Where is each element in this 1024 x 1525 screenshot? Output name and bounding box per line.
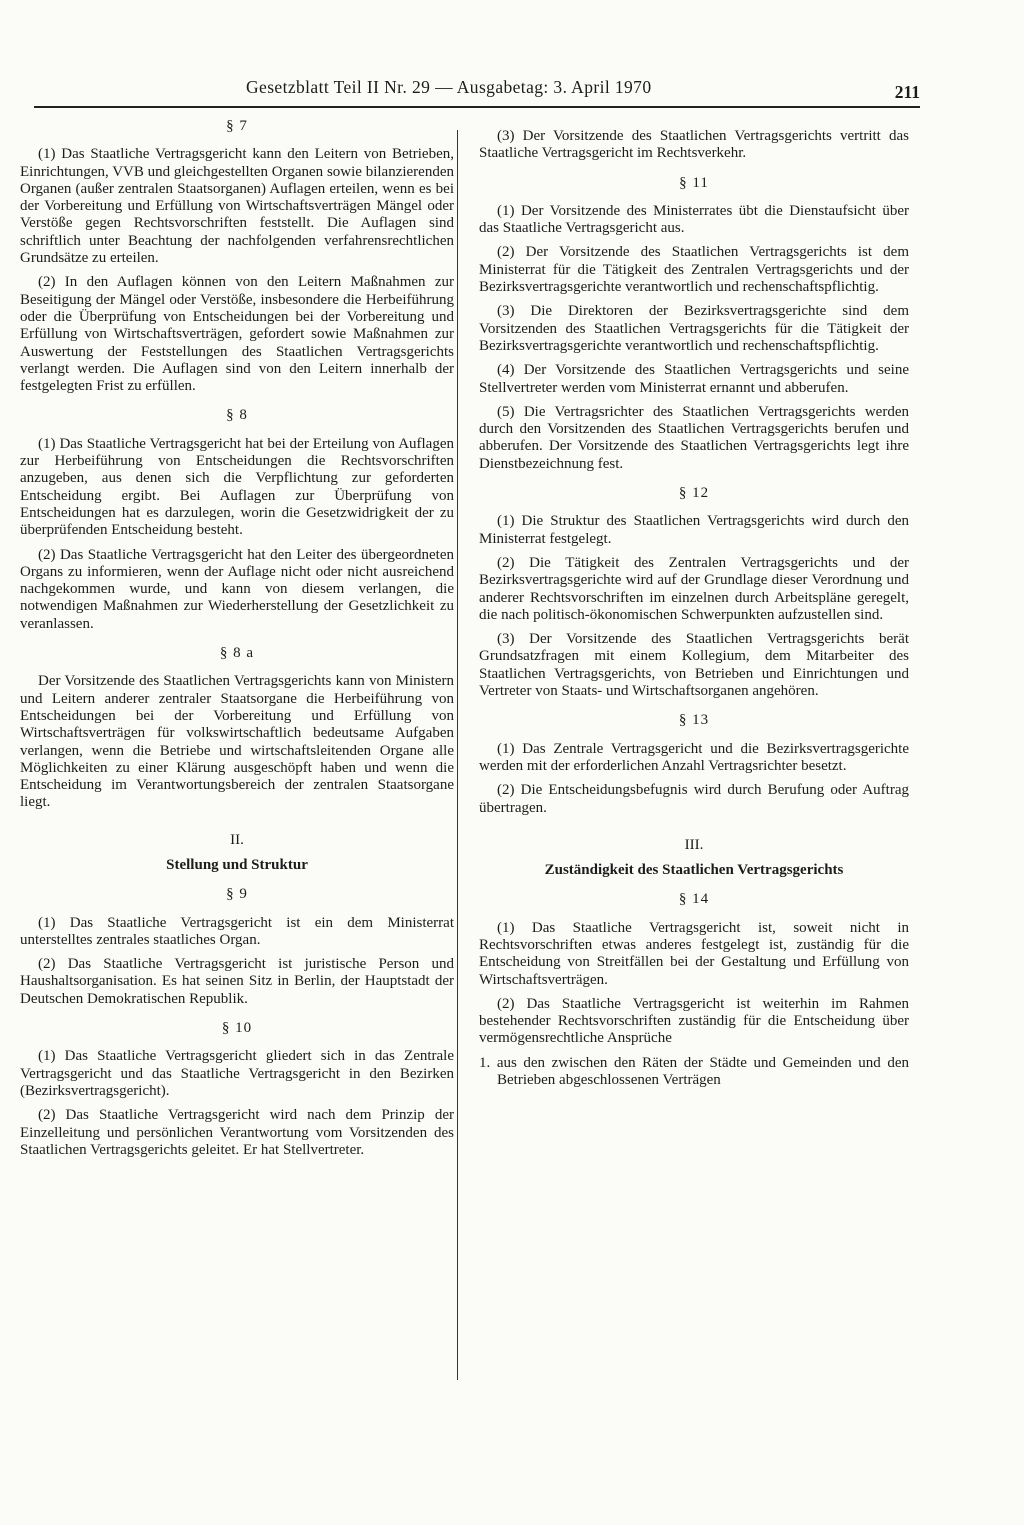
paragraph: (3) Der Vorsitzende des Staatlichen Vertragsgerichts berät Grundsatzfragen mit einem Kollegium, dem Mitarbeiter des Staatlichen Vertragsgerichts, von Betrieben und Einrichtungen und Vertreter von Staats- und Wirtschaftsorganen angehören. (479, 631, 909, 700)
paragraph: (2) Die Tätigkeit des Zentralen Vertragsgerichts und der Bezirksvertragsgerichte wird auf der Grundlage dieser Verordnung und anderer Rechtsvorschriften im einzelnen durch Arbeitspläne geregelt, die nach politisch-ökonomischen Schwerpunkten aufzustellen sind. (479, 554, 909, 623)
part-title: Zuständigkeit des Staatlichen Vertragsgerichts (544, 862, 844, 879)
paragraph: (2) Das Staatliche Vertragsgericht hat den Leiter des übergeordneten Organs zu informieren, wenn der Auflage nicht oder nicht ausreichend nachgekommen wurde, und kann von diesem verlangen, die notwendigen Maßnahmen zur Wiederherstellung der Gesetzlichkeit zu veranlassen. (20, 546, 454, 632)
section-heading: § 7 (226, 118, 248, 134)
page-header (34, 74, 920, 104)
section-heading: § 12 (678, 485, 710, 502)
paragraph: (4) Der Vorsitzende des Staatlichen Vertragsgerichts und seine Stellvertreter werden vom Ministerrat ernannt und abberufen. (479, 362, 909, 396)
list-item: 1. aus den zwischen den Räten der Städte und Gemeinden und den Betrieben abgeschlossenen Verträgen (479, 1054, 909, 1089)
part-numeral: III. (684, 836, 704, 853)
left-column (20, 118, 454, 1166)
paragraph: (2) Das Staatliche Vertragsgericht ist weiterhin im Rahmen bestehender Rechtsvorschriften zuständig für die Entscheidung über vermögensrechtliche Ansprüche (479, 995, 909, 1047)
paragraph: (2) In den Auflagen können von den Leitern Maßnahmen zur Beseitigung der Mängel oder Verstöße, insbesondere die Herbeiführung oder die Überprüfung von Entscheidungen bei der Vorbereitung und Erfüllung von Wirtschaftsverträgen, gefordert sowie Maßnahmen zur Auswertung der Feststellungen des Staatlichen Vertragsgerichts verlangt werden. Die Auflagen sind von den Leitern innerhalb der festgelegten Frist zu erfüllen. (20, 274, 454, 395)
paragraph: (1) Das Zentrale Vertragsgericht und die Bezirksvertragsgerichte werden mit der erforderlichen Anzahl Vertragsrichter besetzt. (479, 740, 909, 774)
column-divider (457, 130, 458, 1380)
paragraph: (2) Das Staatliche Vertragsgericht wird nach dem Prinzip der Einzelleitung und persönlichen Verantwortung vom Vorsitzenden des Staatlichen Vertragsgerichts geleitet. Er hat Stellvertreter. (20, 1107, 454, 1158)
paragraph: (2) Der Vorsitzende des Staatlichen Vertragsgerichts ist dem Ministerrat für die Tätigkeit des Zentralen Vertragsgerichts und der Bezirksvertragsgerichte verantwortlich und rechenschaftspflichtig. (479, 244, 909, 296)
section-heading: § 11 (679, 174, 709, 191)
section-heading: § 13 (678, 712, 710, 729)
right-column (479, 128, 909, 1095)
section-heading: § 8 a (219, 645, 255, 662)
paragraph: (3) Die Direktoren der Bezirksvertragsgerichte sind dem Vorsitzenden des Staatlichen Vertragsgerichts für die Tätigkeit der Bezirksvertragsgerichte verantwortlich und rechenschaftspflichtig. (479, 303, 909, 354)
section-heading: § 14 (678, 891, 710, 908)
paragraph: (1) Die Struktur des Staatlichen Vertragsgerichts wird durch den Ministerrat festgelegt. (479, 513, 909, 547)
paragraph: (1) Der Vorsitzende des Ministerrates übt die Dienstaufsicht über das Staatliche Vertragsgericht aus. (479, 202, 909, 237)
paragraph: (1) Das Staatliche Vertragsgericht ist, soweit nicht in Rechtsvorschriften etwas anderes festgelegt ist, zuständig für die Entscheidung von Streitfällen bei der Gestaltung und Erfüllung von Wirtschaftsverträgen. (479, 919, 909, 988)
section-heading: § 9 (226, 886, 248, 903)
paragraph: (1) Das Staatliche Vertragsgericht gliedert sich in das Zentrale Vertragsgericht und das Staatliche Vertragsgericht in den Bezirken (Bezirksvertragsgericht). (20, 1048, 454, 1099)
paragraph: (1) Das Staatliche Vertragsgericht ist ein dem Ministerrat unterstelltes zentrales staatliches Organ. (20, 914, 454, 948)
paragraph: (5) Die Vertragsrichter des Staatlichen Vertragsgerichts werden durch den Vorsitzenden des Staatlichen Vertragsgerichts berufen und abberufen. Der Vorsitzende des Staatlichen Vertragsgerichts legt ihre Dienstbezeichnung fest. (479, 403, 909, 472)
paragraph: (1) Das Staatliche Vertragsgericht hat bei der Erteilung von Auflagen zur Herbeiführung von Entscheidungen die Rechtsvorschriften anzugeben, aus denen sich die Verpflichtung zur geforderten Entscheidung ergibt. Bei Auflagen zur Überprüfung von Entscheidungen hat es darzulegen, worin die Gesetzwidrigkeit der zu überprüfenden Entscheidung besteht. (20, 435, 454, 539)
paragraph: (2) Die Entscheidungsbefugnis wird durch Berufung oder Auftrag übertragen. (479, 782, 909, 816)
header-title: Gesetzblatt Teil II Nr. 29 — Ausgabetag: 3. April 1970 (246, 77, 652, 97)
part-numeral: II. (230, 831, 244, 848)
header-rule (34, 106, 920, 108)
part-title: Stellung und Struktur (166, 856, 308, 873)
paragraph: Der Vorsitzende des Staatlichen Vertragsgerichts kann von Ministern und Leitern anderer zentraler Staatsorgane die Herbeiführung von Entscheidungen bei der Vorbereitung und Erfüllung von Wirtschaftsverträgen für volkswirtschaftlich bedeutsame Aufgaben verlangen, wenn die Betriebe und wirtschaftsleitenden Organe alle Möglichkeiten zu einer Klärung ausgeschöpft haben und wenn die Entscheidung im Verantwortungsbereich der zentralen Staatsorgane liegt. (20, 673, 454, 811)
paragraph: (3) Der Vorsitzende des Staatlichen Vertragsgerichts vertritt das Staatliche Vertragsgericht im Rechtsverkehr. (479, 128, 909, 162)
paragraph: (1) Das Staatliche Vertragsgericht kann den Leitern von Betrieben, Einrichtungen, VVB und gleichgestellten Organen sowie bilanzierenden Organen (außer zentralen Staatsorganen) Auflagen erteilen, wenn es bei der Vorbereitung und Erfüllung von Wirtschaftsverträgen Mängel oder Verstöße gegen Rechtsvorschriften feststellt. Die Auflagen sind schriftlich unter Beachtung der nachfolgenden verfahrensrechtlichen Grundsätze zu erteilen. (20, 146, 454, 267)
paragraph: (2) Das Staatliche Vertragsgericht ist juristische Person und Haushaltsorganisation. Es hat seinen Sitz in Berlin, der Hauptstadt der Deutschen Demokratischen Republik. (20, 956, 454, 1007)
page-number: 211 (894, 82, 920, 102)
section-heading: § 8 (226, 407, 248, 424)
section-heading: § 10 (221, 1020, 253, 1037)
